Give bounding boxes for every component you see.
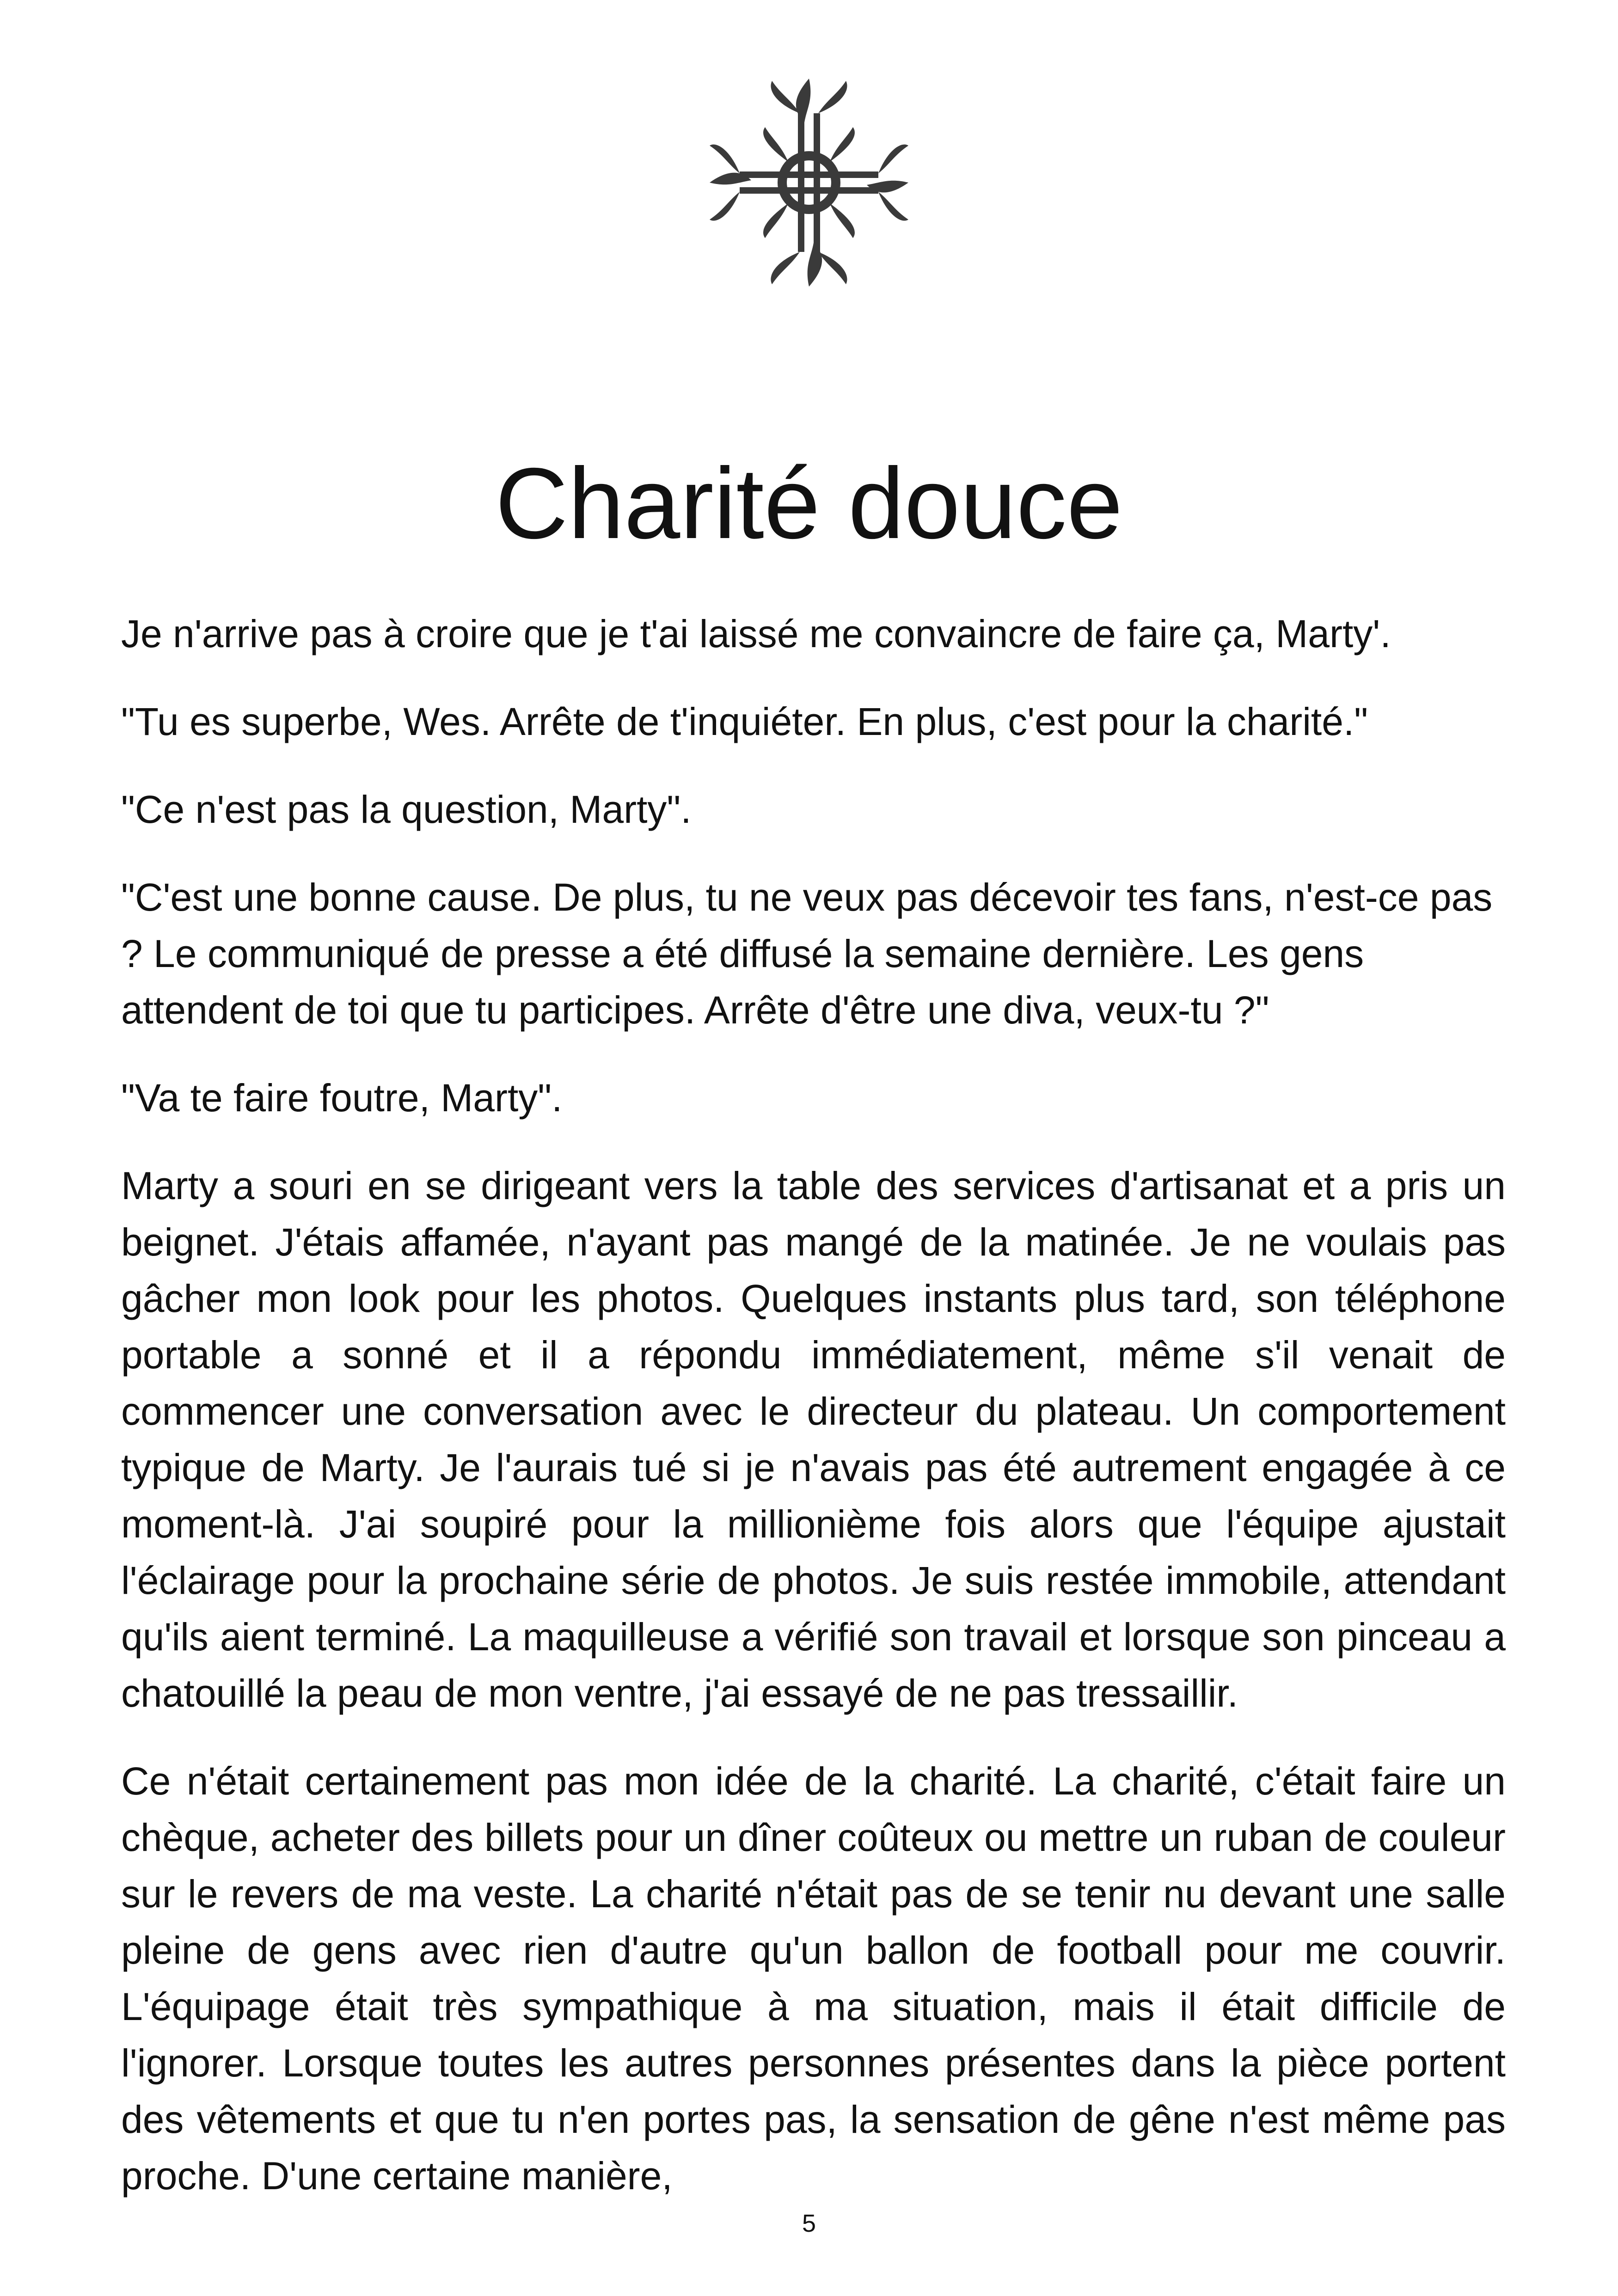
page-number: 5	[802, 2210, 816, 2237]
celtic-cross-ornament-icon	[707, 76, 911, 289]
chapter-title: Charité douce	[495, 447, 1123, 560]
paragraph: "Va te faire foutre, Marty".	[121, 1076, 563, 1120]
paragraph: Ce n'était certainement pas mon idée de la charité. La charité, c'était faire un chèque, acheter des billets pour un dîner coûteux ou mettre un ruban de couleur sur le revers de ma veste. La charité n'était pas de se tenir nu devant une salle pleine de gens avec rien d'autre qu'un ballon de football pour me couvrir. L'équipage était très sympathique à ma situation, mais il était difficile de l'ignorer. Lorsque toutes les autres personnes présentes dans la pièce portent des vêtements et que tu n'en portes pas, la sensation de gêne n'est même pas proche. D'une certaine manière,	[121, 1759, 1506, 2198]
chapter-body	[121, 606, 1506, 2235]
paragraph: "C'est une bonne cause. De plus, tu ne veux pas décevoir tes fans, n'est-ce pas ? Le communiqué de presse a été diffusé la semaine dernière. Les gens attendent de toi que tu participes. Arrête d'être une diva, veux-tu ?"	[121, 876, 1493, 1032]
paragraph: Marty a souri en se dirigeant vers la table des services d'artisanat et a pris un beignet. J'étais affamée, n'ayant pas mangé de la matinée. Je ne voulais pas gâcher mon look pour les photos. Quelques instants plus tard, son téléphone portable a sonné et il a répondu immédiatement, même s'il venait de commencer une conversation avec le directeur du plateau. Un comportement typique de Marty. Je l'aurais tué si je n'avais pas été autrement engagée à ce moment-là. J'ai soupiré pour la millionième fois alors que l'équipe ajustait l'éclairage pour la prochaine série de photos. Je suis restée immobile, attendant qu'ils aient terminé. La maquilleuse a vérifié son travail et lorsque son pinceau a chatouillé la peau de mon ventre, j'ai essayé de ne pas tressaillir.	[121, 1164, 1506, 1715]
paragraph: "Ce n'est pas la question, Marty".	[121, 788, 692, 831]
paragraph: "Tu es superbe, Wes. Arrête de t'inquiéter. En plus, c'est pour la charité."	[121, 700, 1368, 743]
paragraph: Je n'arrive pas à croire que je t'ai laissé me convaincre de faire ça, Marty'.	[121, 612, 1391, 655]
